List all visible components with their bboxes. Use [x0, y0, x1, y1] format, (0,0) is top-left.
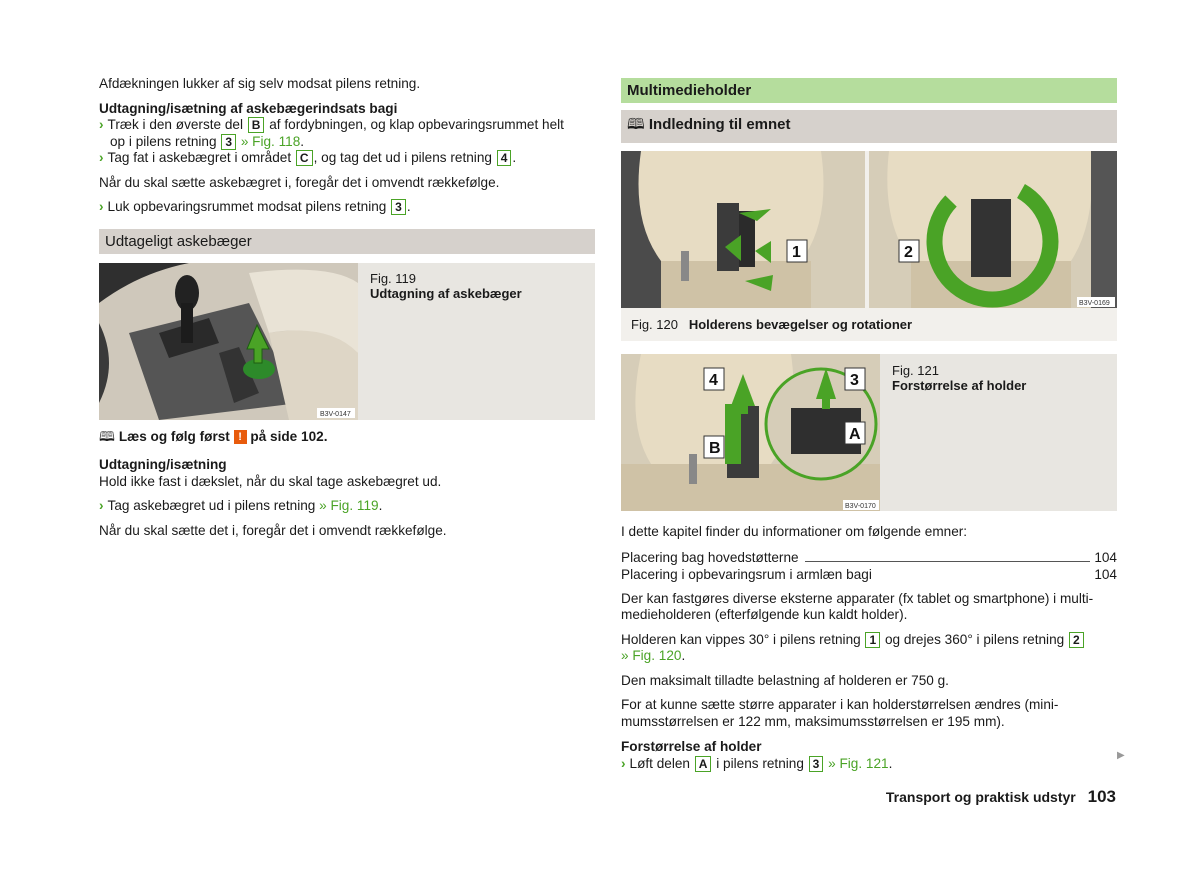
sub-heading: Udtagning/isætning: [99, 457, 227, 472]
chevron-right-icon: ›: [99, 150, 104, 165]
chapter-title: Multimedieholder: [621, 78, 1117, 103]
continue-triangle-icon: ▶: [1117, 750, 1125, 761]
chevron-right-icon: ›: [99, 117, 104, 132]
footer-section: Transport og praktisk udstyr: [885, 789, 1076, 805]
removal-heading: Udtagning/isætning af askebægerindsats bagi: [99, 100, 398, 116]
enlarge-heading: Forstørrelse af holder: [621, 739, 762, 754]
page-footer: [886, 787, 1116, 807]
reverse-text-2: Når du skal sætte det i, foregår det i omvendt rækkefølge.: [99, 522, 447, 538]
holder-enlarge-illustration: [621, 354, 880, 511]
book-icon: 🕮: [99, 428, 116, 444]
label-box: B: [248, 117, 265, 133]
fig-reference-link[interactable]: » Fig. 120: [621, 648, 682, 663]
fig-reference-link[interactable]: » Fig. 119: [319, 498, 379, 513]
step-1-cont: op i pilens retning 3 » Fig. 118.: [110, 133, 305, 149]
figure-120: [621, 151, 1117, 341]
fig119-caption: [370, 271, 522, 301]
toc-item[interactable]: Placering bag hovedstøtterne 104: [621, 549, 1117, 565]
right-column: [621, 78, 1117, 772]
fig120-title: Holderens bevægelser og rotationer: [688, 317, 913, 332]
label-B: B: [709, 440, 721, 457]
step-1: › Træk i den øverste del B af fordybningen, og klap opbevaringsrummet helt: [99, 117, 564, 132]
image-code: B3V-0147: [320, 410, 351, 418]
label-box: 1: [865, 632, 880, 648]
fig119-number: Fig. 119: [370, 270, 417, 286]
para-4: For at kunne sætte større apparater i kan holderstørrelsen ændres (mini-mumsstørrelsen er 122 mm, maksimumsstørrelsen er 195 mm).: [621, 697, 1059, 729]
page-number: 103: [1087, 787, 1116, 806]
toc-item[interactable]: Placering i opbevaringsrum i armlæn bagi 104: [621, 566, 1117, 582]
fig120-caption: [631, 317, 912, 332]
label-A: A: [849, 426, 861, 443]
section-title: Udtageligt askebæger: [99, 229, 595, 254]
step-2: › Tag fat i askebægret i området C , og tag det ud i pilens retning 4 .: [99, 150, 517, 165]
label-box: 4: [497, 150, 512, 166]
fig120-number: Fig. 120: [631, 317, 678, 332]
chevron-right-icon: ›: [99, 199, 104, 214]
chevron-right-icon: ›: [99, 498, 104, 513]
fig-reference-link[interactable]: » Fig. 118: [240, 133, 301, 149]
fig121-caption: [892, 363, 1026, 393]
label-box: A: [695, 756, 712, 772]
reverse-text-1: Når du skal sætte askebægret i, foregår det i omvendt rækkefølge.: [99, 174, 500, 190]
lift-step: › Løft delen A i pilens retning 3 » Fig. 121.: [621, 755, 893, 771]
para-1: Der kan fastgøres diverse eksterne apparater (fx tablet og smartphone) i multi-medieholderen (efterfølgende kun kaldt holder).: [621, 590, 1094, 622]
intro-text: Afdækningen lukker af sig selv modsat pilens retning.: [99, 76, 421, 91]
ashtray-illustration: [99, 263, 358, 420]
para-2: Holderen kan vippes 30° i pilens retning 1 og drejes 360° i pilens retning 2 » Fig. 120.: [621, 632, 1117, 665]
fig121-title: Forstørrelse af holder: [892, 378, 1027, 393]
figure-119: [99, 263, 595, 420]
step-3: › Luk opbevaringsrummet modsat pilens retning 3 .: [99, 199, 411, 214]
fig121-number: Fig. 121: [892, 363, 939, 378]
label-2: 2: [904, 244, 913, 261]
hold-text: Hold ikke fast i dækslet, når du skal tage askebægret ud.: [99, 473, 442, 489]
label-4: 4: [709, 372, 718, 389]
label-1: 1: [792, 244, 801, 261]
topic-list: [621, 549, 1117, 583]
label-box: 3: [809, 756, 824, 772]
topic-title: 🕮 Indledning til emnet: [621, 110, 1117, 143]
chevron-right-icon: ›: [621, 755, 626, 771]
book-icon: 🕮: [627, 116, 645, 133]
figure-121: [621, 354, 1117, 511]
take-step: › Tag askebægret ud i pilens retning » Fig. 119.: [99, 498, 383, 513]
para-3: Den maksimalt tilladte belastning af holderen er 750 g.: [621, 672, 949, 688]
image-code: B3V-0169: [1079, 300, 1110, 307]
read-first-note: 🕮 Læs og følg først ! på side 102.: [99, 428, 328, 444]
label-box: 3: [391, 199, 406, 215]
label-box: 3: [221, 134, 236, 150]
warning-icon: !: [234, 430, 247, 444]
fig-reference-link[interactable]: » Fig. 121: [828, 755, 889, 771]
image-code: B3V-0170: [845, 503, 876, 510]
chapter-intro: I dette kapitel finder du informationer om følgende emner:: [621, 524, 968, 539]
label-3: 3: [850, 372, 859, 389]
left-column: [99, 76, 595, 539]
holder-movement-illustration: [621, 151, 1117, 308]
label-box: C: [296, 150, 313, 166]
fig119-title: Udtagning af askebæger: [370, 285, 522, 301]
label-box: 2: [1069, 632, 1084, 648]
